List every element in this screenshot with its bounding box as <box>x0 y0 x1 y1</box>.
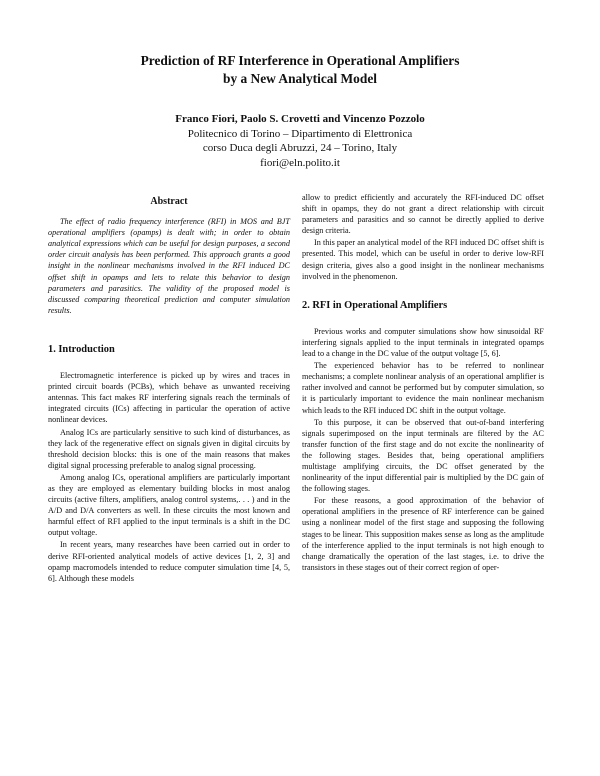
abstract-heading: Abstract <box>150 196 188 207</box>
email: fiori@eln.polito.it <box>260 156 340 169</box>
affiliation: Politecnico di Torino – Dipartimento di Elettronica <box>187 127 413 140</box>
left-column <box>48 196 290 584</box>
intro-paragraph: Electromagnetic interference is picked up by wires and traces in printed circuit boards (PCBs), which behave as unwanted receiving antennas. This fact makes RF interfering signals reach the terminals of integrated circuits (ICs) affecting in particular the operation of active nonlinear devices. <box>48 371 290 425</box>
abstract-text: The effect of radio frequency interference (RFI) in MOS and BJT operational amplifiers (opamps) is dealt with; in order to obtain analytical expressions which can be useful for design purposes, a second order circuit analysis has been performed. This approach grants a good insight in the nonlinear mechanisms involved in the RFI induced DC offset shift in opamps and lets to relate this behavior to design parameters and parasitics. The validity of the proposed model is discussed comparing theoretical prediction and computer simulation results. <box>48 217 290 315</box>
intro-paragraph: Among analog ICs, operational amplifiers are particularly important as they are employed as elementary building blocks in most analog circuits (active filters, amplifiers, analog control systems,. . . ) and in the A/D and D/A converters as well. In these circuits the most known and harmful effect of RFI applied to the input terminals is a shift in the DC output voltage. <box>48 472 290 538</box>
title-line-1: Prediction of RF Interference in Operational Amplifiers <box>140 53 460 68</box>
paper-title <box>0 52 600 88</box>
section-heading-rfi: 2. RFI in Operational Amplifiers <box>302 299 448 311</box>
body-paragraph: In this paper an analytical model of the RFI induced DC offset shift is presented. This model, which can be useful in order to derive low-RFI design criteria, gives also a good insight in the nonlinear mechanisms involved in the phenomenon. <box>302 238 544 281</box>
rfi-paragraph: The experienced behavior has to be referred to nonlinear mechanisms; a complete nonlinear analysis of an operational amplifier is rather involved and cannot be performed but by computer simulation, so it is particularly important to evidence the main nonlinear mechanism which leads to the RFI induced DC shift in the output voltage. <box>302 361 544 415</box>
address: corso Duca degli Abruzzi, 24 – Torino, Italy <box>202 142 398 155</box>
right-column <box>302 192 544 573</box>
rfi-paragraph: To this purpose, it can be observed that out-of-band interfering signals superimposed on the input terminals are filtered by the AC transfer function of the first stage and do not excite the nonlinearity of the following stages. Besides that, being operational amplifiers multistage amplifying circuits, the DC offset generated by the nonlinearity of the input differential pair is multiplied by the DC gain of the following stages. <box>302 417 544 494</box>
title-line-2: by a New Analytical Model <box>223 71 377 86</box>
rfi-paragraph: Previous works and computer simulations show how sinusoidal RF interfering signals applied to the input terminals in integrated opamps lead to a change in the DC value of the output voltage [5, 6]. <box>302 326 544 359</box>
author-names: Franco Fiori, Paolo S. Crovetti and Vincenzo Pozzolo <box>175 113 425 125</box>
rfi-paragraph: For these reasons, a good approximation of the behavior of operational amplifiers in the presence of RF interference can be gained using a nonlinear model of the first stage and supposing the following stages to be linear. This supposition makes sense as long as the amplitude of the interference applied to the input terminals is not high enough to change dramatically the operation of the last stages, i.e. to drive the transistors in these stages out of their correct region of oper- <box>302 496 544 572</box>
intro-paragraph: In recent years, many researches have been carried out in order to derive RFI-oriented analytical models of active devices [1, 2, 3] and opamp macromodels intended to reduce computer simulation time [4, 5, 6]. Although these models <box>48 540 290 583</box>
section-heading-introduction: 1. Introduction <box>48 343 115 355</box>
author-block <box>0 112 600 170</box>
intro-paragraph: Analog ICs are particularly sensitive to such kind of disturbances, as they lack of the regenerative effect on signals given in digital circuits by threshold decision blocks: this is one of the main reasons that makes digital signal processing preferable to analog signal processing. <box>48 427 290 470</box>
continued-paragraph: allow to predict efficiently and accurately the RFI-induced DC offset shift in opamps, they do not grant a direct relationship with circuit parameters and parasitics and so cannot be directly applied to derive design criteria. <box>302 193 544 236</box>
